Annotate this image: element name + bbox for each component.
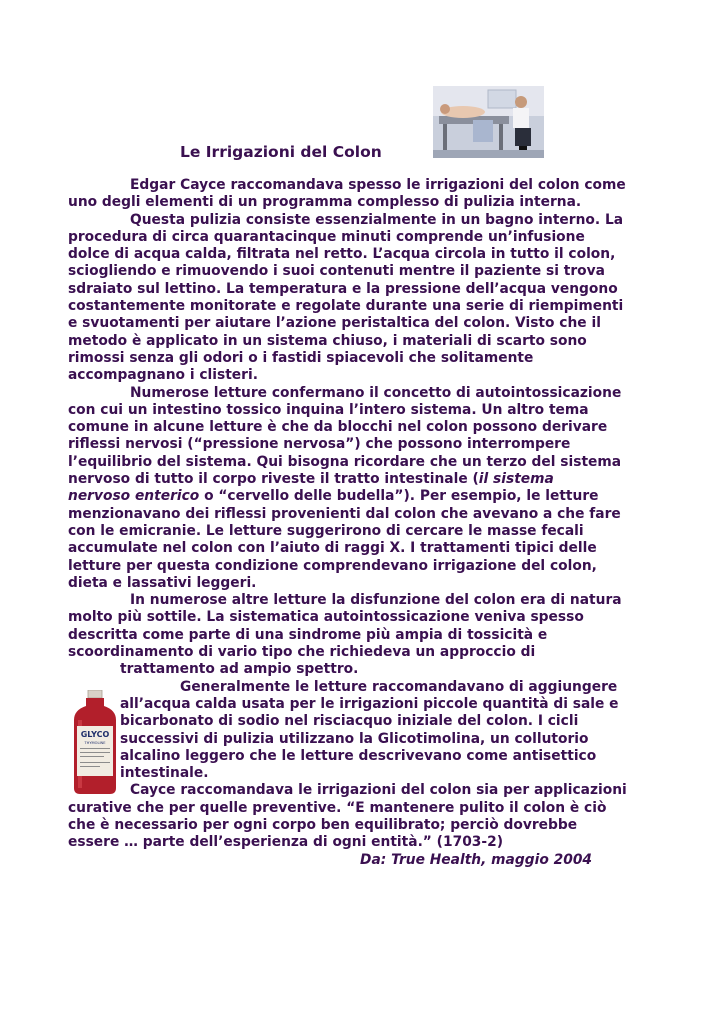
text-line: costantemente monitorate e regolate durante una serie di riempimenti xyxy=(68,298,624,315)
text-line: dolce di acqua calda, filtrata nel retto. L’acqua circola in tutto il colon, xyxy=(68,246,616,263)
text-line: procedura di circa quarantacinque minuti comprende un’infusione xyxy=(68,228,585,245)
text-line: bicarbonato di sodio nel risciacquo iniziale del colon. I cicli xyxy=(120,713,579,730)
text-line: In numerose altre letture la disfunzione del colon era di natura xyxy=(130,592,622,609)
text-line: metodo è applicato in un sistema chiuso, i materiali di scarto sono xyxy=(68,332,587,349)
text-line: sdraiato sul lettino. La temperatura e la pressione dell’acqua vengono xyxy=(68,280,618,297)
text-line: scoordinamento di vario tipo che richiedeva un approccio di xyxy=(68,644,536,661)
text-line: Edgar Cayce raccomandava spesso le irrigazioni del colon come xyxy=(130,177,626,193)
bottle-label-sub: THYMOLINE xyxy=(84,741,106,745)
text-line: letture per questa condizione comprendevano irrigazione del colon, xyxy=(68,557,597,574)
text-line: intestinale. xyxy=(120,765,209,782)
text-run: nervoso di tutto il corpo riveste il tratto intestinale ( xyxy=(68,471,479,488)
text-line: che è necessario per ogni corpo ben equilibrato; perciò dovrebbe xyxy=(68,816,578,833)
glycothymoline-bottle-image xyxy=(70,690,120,794)
italic-run: nervoso enterico xyxy=(68,488,200,505)
text-line xyxy=(68,488,668,505)
text-line: trattamento ad ampio spettro. xyxy=(120,661,359,678)
text-line: Numerose letture confermano il concetto di autointossicazione xyxy=(130,384,622,401)
text-line: curative che per quelle preventive. “E mantenere pulito il colon è ciò xyxy=(68,799,607,816)
italic-run: il sistema xyxy=(478,471,554,488)
text-line: uno degli elementi di un programma complesso di pulizia interna. xyxy=(68,194,582,211)
colon-irrigation-photo xyxy=(433,86,544,158)
text-line: Cayce raccomandava le irrigazioni del colon sia per applicazioni xyxy=(130,782,627,799)
text-line: dieta e lassativi leggeri. xyxy=(68,574,257,591)
article-body xyxy=(68,177,668,869)
text-line: accompagnano i clisteri. xyxy=(68,367,258,384)
text-line: essere … parte dell’esperienza di ogni entità.” (1703-2) xyxy=(68,834,504,851)
source-signature: Da: True Health, maggio 2004 xyxy=(360,851,593,868)
text-line: l’equilibrio del sistema. Qui bisogna ricordare che un terzo del sistema xyxy=(68,453,622,470)
text-line: con le emicranie. Le letture suggerirono di cercare le masse fecali xyxy=(68,522,584,539)
text-line: accumulate nel colon con l’aiuto di raggi X. I trattamenti tipici delle xyxy=(68,540,597,557)
text-line: comune in alcune letture è che da blocchi nel colon possono derivare xyxy=(68,419,608,436)
text-line: menzionavano dei riflessi provenienti dal colon che avevano a che fare xyxy=(68,505,621,522)
text-line: descritta come parte di una sindrome più ampia di tossicità e xyxy=(68,626,548,643)
page-title: Le Irrigazioni del Colon xyxy=(180,143,382,161)
text-line: rimossi senza gli odori o i fastidi spiacevoli che solitamente xyxy=(68,349,534,366)
text-line: sciogliendo e rimuovendo i suoi contenuti mentre il paziente si trova xyxy=(68,263,605,280)
text-line: molto più sottile. La sistematica autointossicazione veniva spesso xyxy=(68,609,584,626)
text-line: successivi di pulizia utilizzano la Glicotimolina, un collutorio xyxy=(120,730,589,747)
text-line: con cui un intestino tossico inquina l’intero sistema. Un altro tema xyxy=(68,401,589,418)
text-line xyxy=(68,471,668,488)
text-run: o “cervello delle budella”). Per esempio, le letture xyxy=(199,488,599,505)
text-line: Generalmente le letture raccomandavano di aggiungere xyxy=(180,678,618,695)
text-line: Questa pulizia consiste essenzialmente in un bagno interno. La xyxy=(130,211,624,228)
text-line: alcalino leggero che le letture descrivevano come antisettico xyxy=(120,747,597,764)
bottle-label-brand: GLYCO xyxy=(80,730,110,739)
text-line: e svuotamenti per aiutare l’azione peristaltica del colon. Visto che il xyxy=(68,315,601,332)
text-line: all’acqua calda usata per le irrigazioni piccole quantità di sale e xyxy=(120,695,619,712)
text-line: riflessi nervosi (“pressione nervosa”) che possono interrompere xyxy=(68,436,571,453)
